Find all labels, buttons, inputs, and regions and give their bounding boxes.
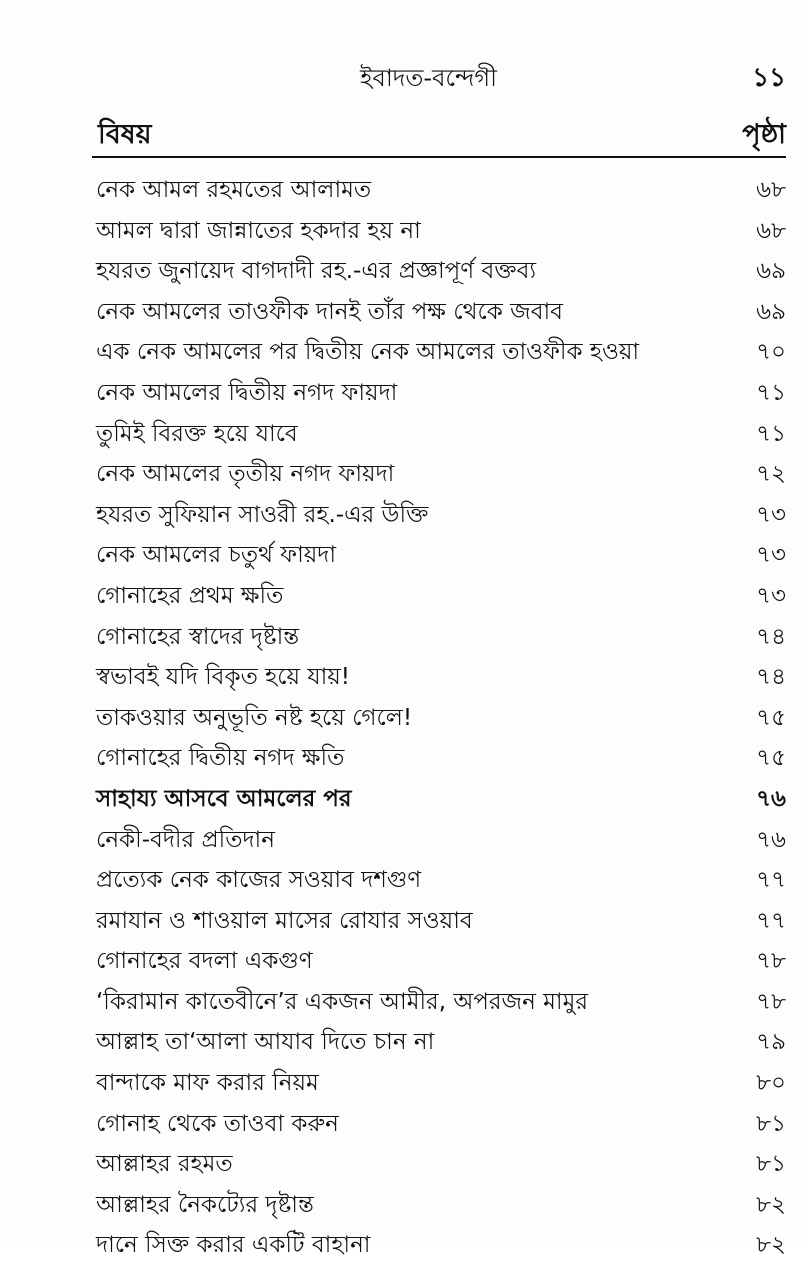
toc-entry-page: ৭৬ <box>756 785 786 812</box>
toc-entry-title: ‘কিরামান কাতেবীনে’র একজন আমীর, অপরজন মামুর <box>96 988 588 1015</box>
toc-entry-title: গোনাহের স্বাদের দৃষ্টান্ত <box>96 623 300 650</box>
toc-entry <box>0 374 808 415</box>
toc-entry-title: এক নেক আমলের পর দ্বিতীয় নেক আমলের তাওফীক হওয়া <box>96 339 640 366</box>
toc-entry <box>0 618 808 659</box>
toc-entry-page: ৭৩ <box>756 542 786 569</box>
toc-entry <box>0 658 808 699</box>
toc-entry-title: আল্লাহর রহমত <box>96 1151 233 1178</box>
toc-entry-page: ৭৮ <box>756 988 786 1015</box>
toc-entry <box>0 577 808 618</box>
toc-entry-page: ৮২ <box>756 1232 786 1259</box>
column-header-page: পৃষ্ঠা <box>742 119 786 150</box>
toc-entry <box>0 1145 808 1186</box>
toc-entry <box>0 861 808 902</box>
toc-entry <box>0 415 808 456</box>
toc-entry <box>0 1023 808 1064</box>
toc-entry <box>0 821 808 862</box>
toc-entry <box>0 333 808 374</box>
toc-entry-page: ৭১ <box>756 379 786 406</box>
toc-entry <box>0 902 808 943</box>
toc-entry <box>0 942 808 983</box>
toc-entry-page: ৭৬ <box>756 826 786 853</box>
toc-entry-title: সাহায্য আসবে আমলের পর <box>96 785 352 812</box>
running-title: ইবাদত-বন্দেগী <box>360 64 497 92</box>
toc-entry-page: ৭৫ <box>756 745 786 772</box>
toc-entry <box>0 780 808 821</box>
toc-entry-page: ৭৩ <box>756 582 786 609</box>
toc-entry <box>0 983 808 1024</box>
toc-entry-page: ৬৮ <box>756 177 786 203</box>
toc-entry-title: নেক আমল রহমতের আলামত <box>96 177 372 203</box>
table-of-contents <box>0 171 808 1267</box>
toc-entry-title: গোনাহের প্রথম ক্ষতি <box>96 582 284 609</box>
toc-entry-page: ৭০ <box>756 339 786 366</box>
toc-entry-page: ৬৯ <box>756 298 786 325</box>
toc-entry-title: প্রত্যেক নেক কাজের সওয়াব দশগুণ <box>96 867 422 894</box>
toc-entry <box>0 1186 808 1227</box>
toc-entry-page: ৮০ <box>756 1070 786 1097</box>
toc-entry-title: হযরত সুফিয়ান সাওরী রহ.-এর উক্তি <box>96 501 429 528</box>
toc-entry <box>0 739 808 780</box>
header-divider <box>92 156 786 158</box>
column-header-subject: বিষয় <box>98 119 152 150</box>
toc-entry-title: গোনাহ থেকে তাওবা করুন <box>96 1110 339 1137</box>
toc-entry <box>0 699 808 740</box>
toc-entry-title: তুমিই বিরক্ত হয়ে যাবে <box>96 420 298 447</box>
toc-entry-title: আমল দ্বারা জান্নাতের হকদার হয় না <box>96 217 421 244</box>
toc-entry <box>0 536 808 577</box>
toc-entry-title: বান্দাকে মাফ করার নিয়ম <box>96 1070 319 1097</box>
running-header <box>0 58 808 98</box>
toc-entry-title: আল্লাহ তা‘আলা আযাব দিতে চান না <box>96 1029 435 1056</box>
toc-entry <box>0 212 808 253</box>
toc-entry-page: ৭৩ <box>756 501 786 528</box>
toc-entry-title: স্বভাবই যদি বিকৃত হয়ে যায়! <box>96 664 351 691</box>
toc-entry-page: ৭১ <box>756 420 786 447</box>
toc-column-headers <box>0 110 808 160</box>
toc-entry-title: নেক আমলের দ্বিতীয় নগদ ফায়দা <box>96 379 398 406</box>
toc-entry-page: ৭৪ <box>756 664 786 691</box>
toc-entry <box>0 496 808 537</box>
toc-entry-page: ৭৯ <box>756 1029 786 1056</box>
toc-entry-title: দানে সিক্ত করার একটি বাহানা <box>96 1232 371 1259</box>
toc-entry-title: আল্লাহর নৈকট্যের দৃষ্টান্ত <box>96 1191 314 1218</box>
toc-entry-title: তাকওয়ার অনুভূতি নষ্ট হয়ে গেলে! <box>96 704 413 731</box>
toc-entry-title: নেক আমলের তাওফীক দানই তাঁর পক্ষ থেকে জবাব <box>96 298 563 325</box>
toc-entry-page: ৭৫ <box>756 704 786 731</box>
toc-entry-title: গোনাহের দ্বিতীয় নগদ ক্ষতি <box>96 745 345 772</box>
toc-entry-page: ৬৯ <box>756 258 786 285</box>
toc-entry-page: ৭৭ <box>756 867 786 894</box>
toc-entry <box>0 1105 808 1146</box>
toc-entry <box>0 171 808 212</box>
toc-entry <box>0 293 808 334</box>
toc-entry-title: রমাযান ও শাওয়াল মাসের রোযার সওয়াব <box>96 907 473 934</box>
toc-entry-page: ৮১ <box>756 1110 786 1137</box>
toc-entry-page: ৭৪ <box>756 623 786 650</box>
toc-entry <box>0 1064 808 1105</box>
toc-entry-page: ৮১ <box>756 1151 786 1178</box>
toc-entry-page: ৬৮ <box>756 217 786 244</box>
toc-entry-title: নেকী-বদীর প্রতিদান <box>96 826 275 853</box>
toc-entry <box>0 455 808 496</box>
toc-entry <box>0 252 808 293</box>
toc-entry-title: নেক আমলের চতুর্থ ফায়দা <box>96 542 337 569</box>
page-number: ১১ <box>752 63 786 93</box>
toc-entry-page: ৭৭ <box>756 907 786 934</box>
toc-entry-title: গোনাহের বদলা একগুণ <box>96 948 313 975</box>
toc-entry-page: ৭৮ <box>756 948 786 975</box>
toc-entry-title: নেক আমলের তৃতীয় নগদ ফায়দা <box>96 461 395 488</box>
toc-entry-page: ৮২ <box>756 1191 786 1218</box>
toc-entry-page: ৭২ <box>756 461 786 488</box>
toc-entry-title: হযরত জুনায়েদ বাগদাদী রহ.-এর প্রজ্ঞাপূর্ণ বক্তব্য <box>96 258 537 285</box>
